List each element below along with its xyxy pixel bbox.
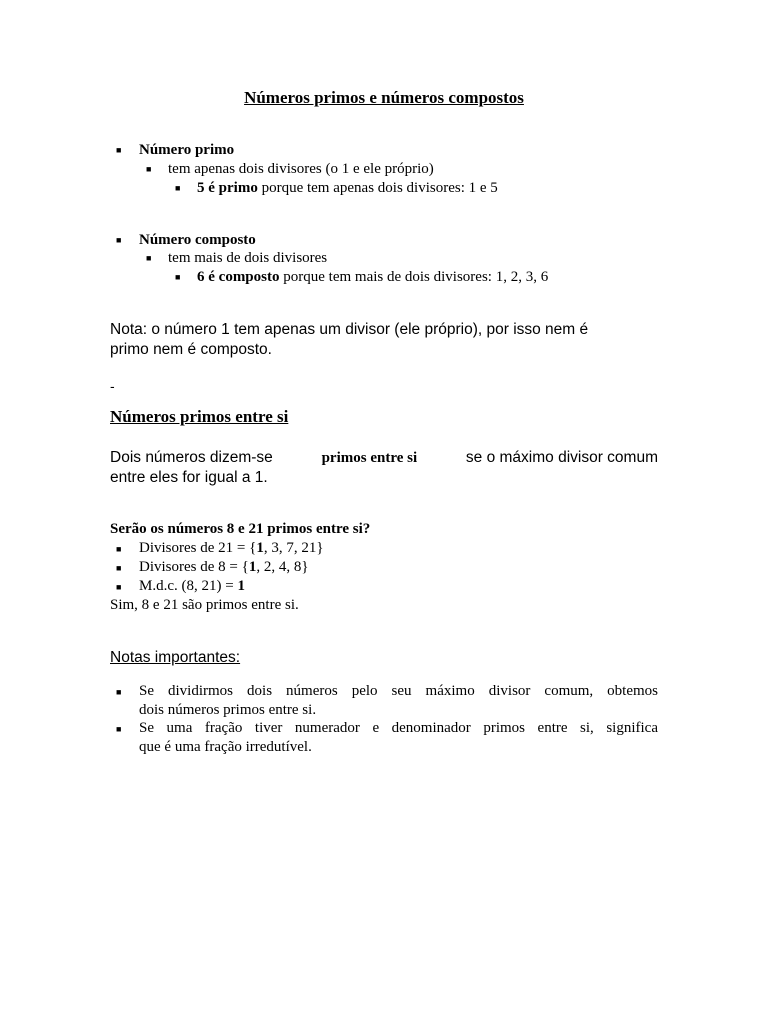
coprime-def-before: Dois números dizem-se — [110, 449, 273, 466]
bullet-icon: ■ — [146, 253, 152, 263]
composite-example-bold: 6 é composto — [197, 269, 280, 285]
divisors-8 — [139, 558, 309, 577]
important-item-2-line-2: que é uma fração irredutível. — [139, 739, 312, 755]
page-title: Números primos e números compostos — [244, 88, 524, 107]
divisors-21-pre: Divisores de 21 = { — [139, 540, 257, 556]
composite-example-rest: porque tem mais de dois divisores: 1, 2, 3, 6 — [279, 269, 549, 285]
prime-heading: Número primo — [139, 142, 235, 158]
bullet-icon: ■ — [116, 563, 122, 573]
note-paragraph — [110, 320, 658, 360]
bullet-icon: ■ — [116, 544, 122, 554]
note-line-1: Nota: o número 1 tem apenas um divisor (ele próprio), por isso nem é — [110, 321, 589, 338]
prime-example-bold: 5 é primo — [197, 180, 258, 196]
bullet-icon: ■ — [146, 164, 152, 174]
composite-heading: Número composto — [139, 232, 256, 248]
coprime-def-line-1 — [110, 448, 658, 468]
important-item-1-line-2: dois números primos entre si. — [139, 702, 317, 718]
separator-dash: - — [110, 378, 115, 394]
coprime-def-bold: primos entre si — [321, 450, 418, 466]
divisors-21-post: , 3, 7, 21} — [263, 540, 324, 556]
mdc-pre: M.d.c. (8, 21) = — [139, 578, 238, 594]
note-line-2: primo nem é composto. — [110, 341, 272, 358]
bullet-icon: ■ — [116, 724, 122, 734]
important-item-1-line-1: Se dividirmos dois números pelo seu máximo divisor comum, obtemos — [139, 683, 658, 699]
divisors-21-bold: 1 — [256, 540, 264, 556]
bullet-icon: ■ — [116, 687, 122, 697]
prime-definition: tem apenas dois divisores (o 1 e ele próprio) — [168, 161, 434, 177]
divisors-8-post: , 2, 4, 8} — [256, 559, 309, 575]
important-heading: Notas importantes: — [110, 649, 241, 666]
mdc-bold: 1 — [237, 578, 245, 594]
prime-example-rest: porque tem apenas dois divisores: 1 e 5 — [257, 180, 498, 196]
important-item-2 — [139, 719, 658, 757]
bullet-icon: ■ — [116, 145, 122, 155]
coprime-def-line-2: entre eles for igual a 1. — [110, 469, 268, 486]
coprime-def-after: se o máximo divisor comum — [465, 449, 658, 466]
important-item-1 — [139, 682, 658, 720]
prime-example — [197, 179, 498, 197]
important-item-2-line-1: Se uma fração tiver numerador e denominador primos entre si, significa — [139, 720, 658, 736]
coprime-conclusion: Sim, 8 e 21 são primos entre si. — [110, 597, 299, 613]
bullet-icon: ■ — [116, 235, 122, 245]
bullet-icon: ■ — [116, 582, 122, 592]
bullet-icon: ■ — [175, 183, 181, 193]
coprime-heading: Números primos entre si — [110, 407, 289, 426]
coprime-question: Serão os números 8 e 21 primos entre si? — [110, 521, 371, 537]
bullet-icon: ■ — [175, 272, 181, 282]
coprime-definition — [110, 448, 658, 488]
composite-example — [197, 268, 548, 286]
divisors-21 — [139, 539, 324, 558]
divisors-8-bold: 1 — [248, 559, 257, 575]
divisors-8-pre: Divisores de 8 = { — [139, 559, 249, 575]
mdc-result — [139, 577, 245, 596]
composite-definition: tem mais de dois divisores — [168, 250, 328, 266]
